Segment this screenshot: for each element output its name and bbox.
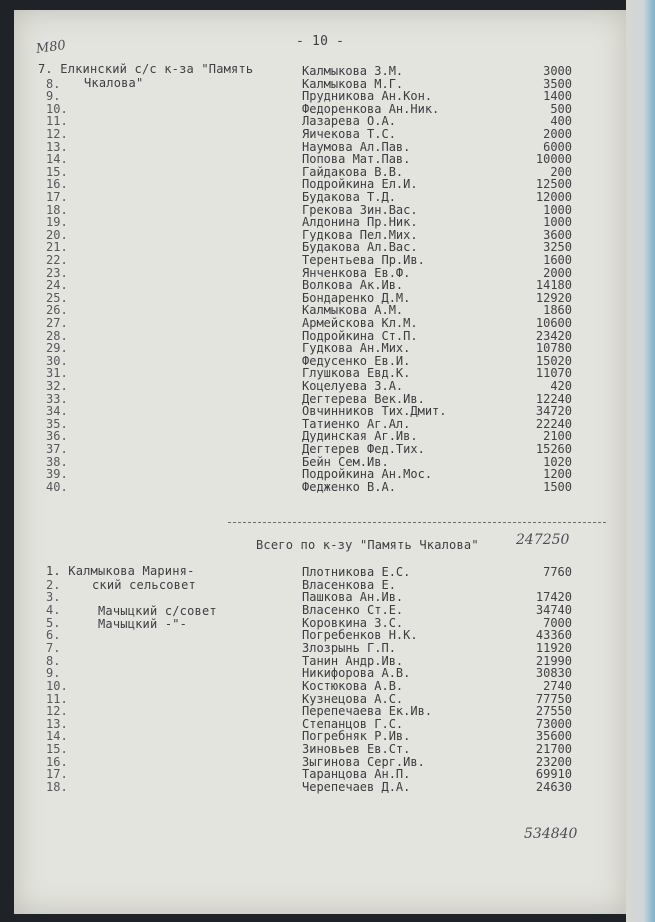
row-amount: 11070 [535,366,572,381]
row-name: Погребенков Н.К. [302,628,418,643]
row-number: 12. [46,127,68,141]
corner-mark: М80 [35,37,67,58]
row-name: Гудкова Ан.Мих. [302,341,411,356]
row-number: 12. [46,704,68,719]
row-number: 17. [46,767,68,782]
row-amount: 30830 [535,666,572,681]
row-number: 32. [46,379,68,393]
table-row [0,578,612,591]
row-name: Никифорова А.В. [302,666,411,681]
row-number: 34. [46,404,68,419]
row-name: Федусенко Ев.И. [302,353,411,368]
row-number: 28. [46,328,68,343]
row-amount: 7760 [543,565,572,579]
row-number: 16. [46,754,68,769]
row-name: Дудинская Аг.Ив. [302,429,418,444]
row-number: 23. [46,265,68,280]
table-row [0,266,612,279]
row-name: Коровкина З.С. [302,615,404,630]
row-amount: 10000 [535,152,572,167]
row-name: Армейскова Кл.М. [302,316,418,330]
section1-heading-line1: 7. Елкинский с/с к-за "Память [38,62,254,76]
table-row [0,467,612,480]
table-row [0,392,612,405]
row-amount: 17420 [535,590,572,605]
table-row [0,429,612,442]
table-row [0,127,612,140]
row-number: 14. [46,152,68,167]
row-amount: 6000 [543,139,572,154]
row-number: 20. [46,227,68,242]
section2-subheading2: Мачыцкий -"- [98,617,188,631]
table-row [0,679,612,692]
row-amount: 1860 [543,303,572,318]
row-amount: 34740 [535,602,572,617]
row-amount: 43360 [535,628,572,643]
table-row [0,717,612,730]
row-number: 4. [46,602,61,617]
row-number: 8. [46,653,61,668]
table-row [0,215,612,228]
row-name: Гайдакова В.В. [302,164,404,179]
row-number: 30. [46,353,68,368]
table-row [0,354,612,367]
row-amount: 2100 [543,429,572,444]
row-number: 31. [46,366,68,381]
table-row [0,654,612,667]
row-name: Костюкова А.В. [302,678,404,693]
row-amount: 10600 [535,316,572,330]
section1-heading-line2: Чкалова" [84,76,144,90]
row-number: 25. [46,290,68,305]
row-number: 7. [46,640,61,655]
table-row [0,603,612,616]
row-name: Черепечаев Д.А. [302,780,411,795]
row-amount: 1500 [543,479,572,494]
row-name: Бейн Сем.Ив. [302,454,389,469]
row-number: 24. [46,278,68,293]
table-row [0,641,612,654]
table-row [0,64,612,77]
row-amount: 2740 [543,678,572,693]
table-row [0,480,612,493]
table-row [0,767,612,780]
row-number: 13. [46,139,68,154]
row-amount: 12000 [535,190,572,204]
row-name: Будакова Т.Д. [302,190,396,204]
row-number: 6. [46,628,61,643]
row-number: 29. [46,341,68,356]
table-row [0,303,612,316]
table-row [0,77,612,90]
table-row [0,565,612,578]
row-number: 9. [46,89,61,104]
row-amount: 77750 [535,691,572,706]
row-name: Дегтерева Век.Ив. [302,391,425,406]
table-row [0,404,612,417]
row-amount: 3250 [543,240,572,255]
binder-edge [626,0,655,922]
row-amount: 3600 [543,227,572,242]
row-number: 18. [46,202,68,217]
table-row [0,240,612,253]
row-name: Кузнецова А.С. [302,691,404,706]
section1-total-label: Всего по к-зу "Память Чкалова" [256,538,479,552]
table-row [0,177,612,190]
row-name: Гудкова Пел.Мих. [302,227,418,242]
row-name: Наумова Ал.Пав. [302,139,411,154]
table-row [0,114,612,127]
table-row [0,755,612,768]
table-row [0,366,612,379]
row-number: 35. [46,416,68,431]
table-row [0,341,612,354]
row-number: 21. [46,240,68,255]
row-number: 3. [46,590,61,605]
row-amount: 1000 [543,202,572,217]
row-number: 16. [46,177,68,192]
row-name: Будакова Ал.Вас. [302,240,418,255]
table-row [0,228,612,241]
table-row [0,742,612,755]
row-number: 10. [46,101,68,116]
row-amount: 34720 [535,404,572,419]
row-amount: 15020 [535,353,572,368]
row-number: 37. [46,442,68,456]
table-row [0,203,612,216]
table-row [0,152,612,165]
row-name: Плотникова Е.С. [302,565,411,579]
table-row [0,291,612,304]
row-amount: 7000 [543,615,572,630]
row-name: Перепечаева Ек.Ив. [302,704,433,719]
row-number: 2. [46,577,61,592]
row-amount: 23200 [535,754,572,769]
row-name: Калмыкова М.Г. [302,76,404,91]
row-amount: 500 [550,101,572,116]
row-amount: 2000 [543,265,572,280]
row-amount: 23420 [535,328,572,343]
row-amount: 12920 [535,290,572,305]
row-number: 15. [46,164,68,179]
row-name: Янченкова Ев.Ф. [302,265,411,280]
row-amount: 15260 [535,442,572,456]
row-amount: 35600 [535,729,572,744]
row-number: 8. [46,76,61,91]
row-amount: 3500 [543,76,572,91]
row-amount: 1600 [543,253,572,267]
row-number: 36. [46,429,68,444]
row-amount: 22240 [535,416,572,431]
row-name: Попова Мат.Пав. [302,152,411,167]
row-number: 19. [46,215,68,230]
row-name: Грекова Зин.Вас. [302,202,418,217]
row-amount: 27550 [535,704,572,719]
table-row [0,704,612,717]
row-name: Коцелуева З.А. [302,379,404,393]
row-name: Яичекова Т.С. [302,127,396,141]
row-amount: 14180 [535,278,572,293]
row-name: Татиенко Аг.Ал. [302,416,411,431]
table-row [0,190,612,203]
row-name: Федженко В.А. [302,479,396,494]
row-number: 11. [46,114,68,129]
grand-total: 534840 [524,826,578,842]
row-name: Злозрынь Г.П. [302,640,396,655]
table-row [0,692,612,705]
row-name: Прудникова Ан.Кон. [302,89,433,104]
row-amount: 2000 [543,127,572,141]
table-row [0,102,612,115]
row-name: Федоренкова Ан.Ник. [302,101,440,116]
row-name: Подройкина Ст.П. [302,328,418,343]
section2-subheading1: Мачыцкий с/совет [98,604,217,618]
row-number: 22. [46,253,68,267]
table-row [0,729,612,742]
row-number: 18. [46,780,68,795]
table-row [0,316,612,329]
row-number: 10. [46,678,68,693]
section1-total-amount: 247250 [516,532,570,548]
row-name: Танин Андр.Ив. [302,653,404,668]
row-name: Овчинников Тих.Дмит. [302,404,447,419]
row-amount: 12240 [535,391,572,406]
row-name: Зиновьев Ев.Ст. [302,742,411,757]
row-amount: 200 [550,164,572,179]
row-number: 27. [46,316,68,330]
row-name: Подройкина Ан.Мос. [302,467,433,482]
row-name: Алдонина Пр.Ник. [302,215,418,230]
table-row [0,780,612,793]
row-name: Глушкова Евд.К. [302,366,411,381]
table-row [0,666,612,679]
row-amount: 24630 [535,780,572,795]
row-amount: 11920 [535,640,572,655]
row-number: 40. [46,479,68,494]
row-amount: 73000 [535,716,572,731]
row-name: Бондаренко Д.М. [302,290,411,305]
row-name: Дегтерев Фед.Тих. [302,442,425,456]
row-name: Погребняк Р.Ив. [302,729,411,744]
section2-heading-line2: ский сельсовет [92,578,196,592]
row-number: 9. [46,666,61,681]
row-amount: 1200 [543,467,572,482]
row-number: 5. [46,615,61,630]
row-number: 33. [46,391,68,406]
row-number: 17. [46,190,68,204]
table-row [0,616,612,629]
table-row [0,455,612,468]
row-name: Калмыкова А.М. [302,303,404,318]
table-row [0,379,612,392]
table-row [0,329,612,342]
table-row [0,278,612,291]
row-number: 38. [46,454,68,469]
row-number: 14. [46,729,68,744]
row-amount: 1400 [543,89,572,104]
row-amount: 3000 [543,64,572,78]
row-amount: 10780 [535,341,572,356]
row-name: Терентьева Пр.Ив. [302,253,425,267]
table-row [0,89,612,102]
row-amount: 69910 [535,767,572,782]
row-amount: 21990 [535,653,572,668]
row-number: 26. [46,303,68,318]
row-amount: 1000 [543,215,572,230]
row-name: Таранцова Ан.П. [302,767,411,782]
row-name: Зыгинова Серг.Ив. [302,754,425,769]
row-name: Степанцов Г.С. [302,716,404,731]
row-number: 11. [46,691,68,706]
row-name: Пашкова Ан.Ив. [302,590,404,605]
row-number: 39. [46,467,68,482]
table-row [0,590,612,603]
row-name: Волкова Ак.Ив. [302,278,404,293]
row-amount: 400 [550,114,572,129]
row-amount: 1020 [543,454,572,469]
row-name: Власенкова Е. [302,577,396,592]
row-name: Лазарева О.А. [302,114,396,129]
section1-divider [228,522,606,523]
row-amount: 12500 [535,177,572,192]
row-name: Власенко Ст.Е. [302,602,404,617]
row-amount: 21700 [535,742,572,757]
table-row [0,442,612,455]
row-amount: 420 [550,379,572,393]
row-number: 15. [46,742,68,757]
page-number: - 10 - [296,34,345,49]
section2-heading-line1: 1. Калмыкова Мариня- [46,564,195,578]
row-name: Подройкина Ел.И. [302,177,418,192]
row-number: 13. [46,716,68,731]
table-row [0,628,612,641]
table-row [0,140,612,153]
row-name: Калмыкова З.М. [302,64,404,78]
table-row [0,417,612,430]
table-row [0,253,612,266]
table-row [0,165,612,178]
